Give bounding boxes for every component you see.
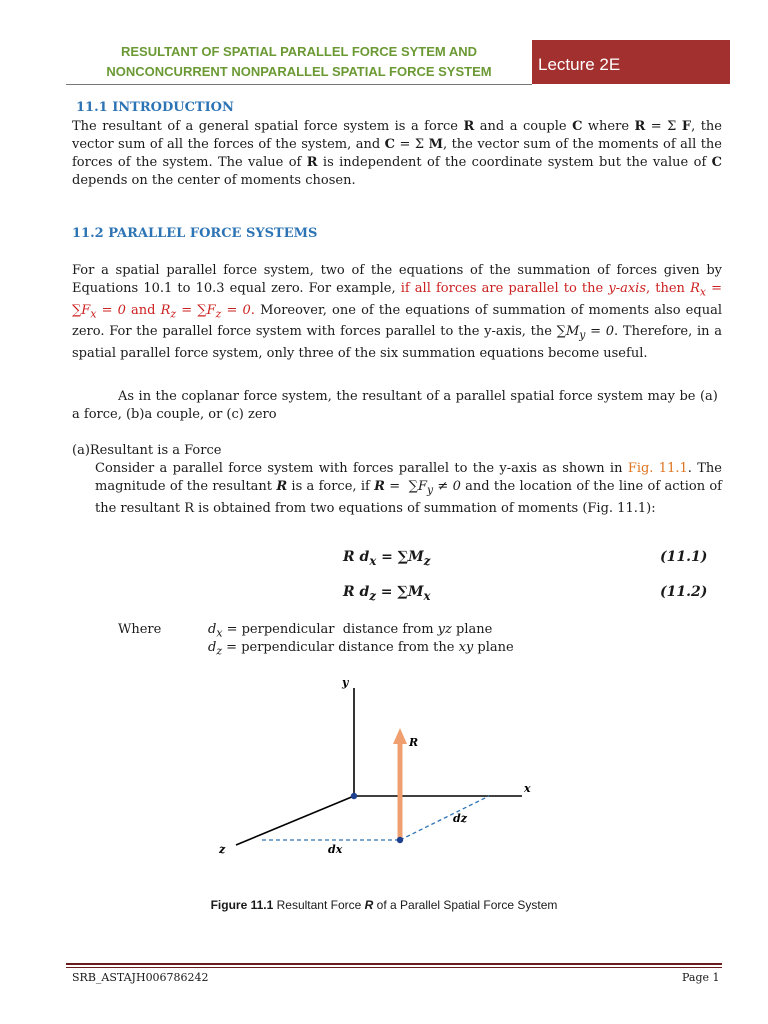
footer-page: Page 1: [682, 971, 720, 984]
header-title: [66, 42, 532, 82]
intro-heading: 11.1 INTRODUCTION: [76, 100, 234, 115]
footer-rule-thin: [66, 967, 722, 968]
z-axis: [236, 796, 354, 845]
dx-definition: $d_x$ = perpendicular distance from yz plane: [208, 622, 493, 640]
equation-11-2: R $d_z = \sum M_x$: [343, 584, 431, 603]
label-x: x: [524, 782, 531, 795]
dz-definition: $d_z$ = perpendicular distance from the xy plane: [208, 640, 514, 658]
figure-11-1: [0, 660, 768, 890]
header-rule: [66, 84, 532, 85]
case-a-paragraph: Consider a parallel force system with forces parallel to the y-axis as shown in Fig. 11.1. The magnitude of the resultant R is a force, if $R = \sum F_y \ne 0$ and the location of the line of action of the resultant R is obtained from two equations of summation of moments (Fig. 11.1):: [95, 461, 722, 516]
label-z: z: [219, 843, 226, 856]
parallel-paragraph-2: As in the coplanar force system, the resultant of a parallel spatial force system may be (a) a force, (b)a couple, or (c) zero: [72, 389, 722, 422]
dz-dashed-line: [400, 796, 489, 840]
resultant-arrow-head: [393, 728, 407, 744]
resultant-foot-point: [397, 837, 403, 843]
label-dz: dz: [453, 812, 467, 825]
parallel-heading: 11.2 PARALLEL FORCE SYSTEMS: [72, 226, 318, 241]
where-label: Where: [118, 622, 162, 637]
case-a-label: (a)Resultant is a Force: [72, 443, 222, 458]
footer-id: SRB_ASTAJH006786242: [72, 971, 209, 984]
parallel-paragraph-1: For a spatial parallel force system, two of the equations of the summation of forces given by Equations 10.1 to 10.3 equal zero. For example, if all forces are parallel to the y-axis, then $R_x = \sum F_x = 0$ and $R_z = \sum F_z = 0$. Moreover, one of the equations of summation of moments also equal zero. For the parallel force system with forces parallel to the y-axis, the $\sum M_y = 0$. Therefore, in a spatial parallel force system, only three of the six summation equations become useful.: [72, 263, 722, 361]
equation-11-1-number: (11.1): [660, 549, 708, 565]
label-R: R: [409, 736, 419, 749]
equation-11-2-number: (11.2): [660, 584, 708, 600]
label-dx: dx: [328, 843, 343, 856]
intro-paragraph: The resultant of a general spatial force system is a force R and a couple C where R = Σ F, the vector sum of all the forces of the system, and C = Σ M, the vector sum of the moments of all the forces of the system. The value of R is independent of the coordinate system but the value of C depends on the center of moments chosen.: [72, 119, 722, 188]
label-y: y: [342, 676, 349, 689]
header-title-line2: NONCONCURRENT NONPARALLEL SPATIAL FORCE SYSTEM: [106, 64, 492, 79]
origin-point: [351, 793, 357, 799]
header-title-line1: RESULTANT OF SPATIAL PARALLEL FORCE SYTEM AND: [120, 44, 478, 59]
footer-rule: [66, 963, 722, 965]
figure-caption: Figure 11.1 Resultant Force R of a Parallel Spatial Force System: [210, 898, 558, 912]
equation-11-1: R $d_x = \sum M_z$: [343, 549, 431, 568]
lecture-badge: Lecture 2E: [532, 40, 730, 84]
figure-caption-label: Figure 11.1: [210, 898, 274, 912]
